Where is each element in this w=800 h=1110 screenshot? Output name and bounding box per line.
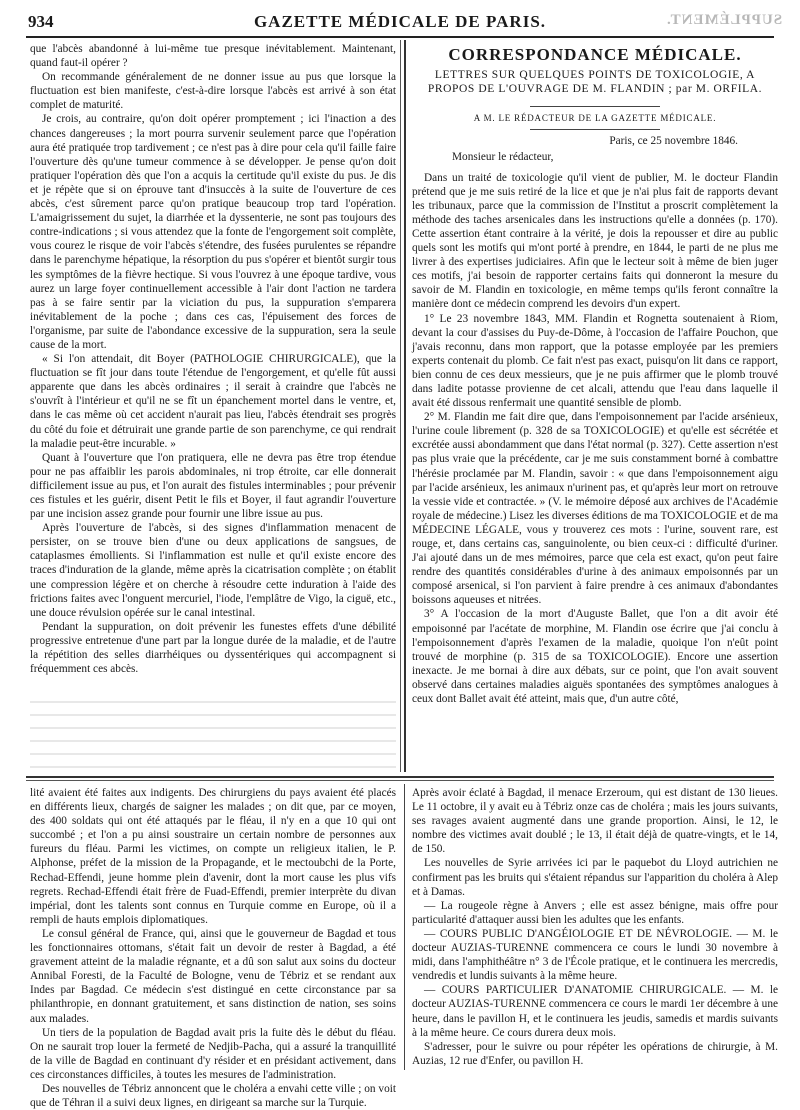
article-subtitle: LETTRES SUR QUELQUES POINTS DE TOXICOLOGIE, A PROPOS DE L'OUVRAGE DE M. FLANDIN ; par M. ORFILA. bbox=[427, 69, 763, 96]
paragraph: — COURS PUBLIC D'ANGÉIOLOGIE ET DE NÉVROLOGIE. — M. le docteur AUZIAS-TURENNE commencera ce cours le lundi 30 novembre à midi, dans l'amphithéâtre n° 3 de l'École pratique, et le continuera les mercredis, vendredis et lundis suivants à la même heure. bbox=[412, 927, 778, 983]
bleed-through-area bbox=[30, 690, 396, 770]
paragraph: Après l'ouverture de l'abcès, si des signes d'inflammation menacent de persister, on se trouve bien d'une ou deux applications de sangsues, de cataplasmes émollients. Si l'inflammation est nulle et qu'il existe encore des traces d'induration de la glande, même après la cicatrisation complète ; on établit une compression légère et on cherche à résoudre cette induration à l'aide des frictions faites avec l'onguent mercuriel, l'iode, l'emplâtre de Vigo, la ciguë, etc., une douce révulsion opérée sur le canal intestinal. bbox=[30, 522, 396, 619]
paragraph: que l'abcès abandonné à lui-même tue presque inévitablement. Maintenant, quand faut-il opérer ? bbox=[30, 43, 396, 70]
letter-address: A M. LE RÉDACTEUR DE LA GAZETTE MÉDICALE. bbox=[473, 113, 717, 124]
section-divider-thin bbox=[26, 780, 774, 781]
article-column-left bbox=[30, 42, 396, 770]
paragraph: Des nouvelles de Tébriz annoncent que le choléra a envahi cette ville ; on voit que de Téhran il a suivi deux lignes, en dirigeant sa marche sur la Turquie. bbox=[30, 1082, 396, 1110]
section-title: CORRESPONDANCE MÉDICALE. bbox=[448, 45, 742, 64]
journal-title: GAZETTE MÉDICALE DE PARIS. bbox=[253, 12, 547, 31]
paragraph: Le consul général de France, qui, ainsi que le gouverneur de Bagdad et tous les fonctionnaires ottomans, s'était fait un devoir de rester à Bagdad, a été gravement atteint de la maladie régnante, et a dû son salut aux soins du docteur Annibal Foresti, de la Faculté de Bologne, venu de Tébriz et se rendant aux Indes par Bagdad. Ce médecin s'est distingué en cette circonstance par sa philanthropie, en donnant gratuitement, et sans distinction de nation, ses soins aux malades. bbox=[30, 927, 396, 1025]
running-head bbox=[28, 12, 782, 34]
paragraph: lité avaient été faites aux indigents. Des chirurgiens du pays avaient été placés en différents lieux, chargés de saigner les malades ; on dit que, par ce moyen, des 400 soldats qui ont été attaqués par le fléau, il n'y en a que 10 qui ont succombé ; et l'on a pu ainsi soustraire un certain nombre de personnes aux fureurs du fléau. Parmi les victimes, on compte un religieux italien, le P. Alphonse, préfet de la mission de la Propagande, et le mectoubchi de la Porte, Rechad-Effendi, jeune homme plein d'avenir, dont la mort cause les plus vifs regrets. Rechad-Effendi était frère de Fuad-Effendi, premier interprète du divan impérial, dont les talents sont connus en Turquie comme en Europe, où il a rempli de hauts emplois diplomatiques. bbox=[30, 787, 396, 926]
paragraph: Dans un traité de toxicologie qu'il vient de publier, M. le docteur Flandin prétend que je me suis retiré de la lice et que je n'ai plus fait de rapports devant les tribunaux, parce que la commission de l'Institut a proscrit complètement la méthode des taches arsenicales dans les instructions qu'elle a données (p. 170). Cette assertion étant contraire à la vérité, je dois la repousser et dire au public quels sont les motifs qui m'ont porté à prendre, en 1844, le parti de ne plus me livrer à des expertises judiciaires. Afin que le lecteur soit à même de bien juger ces motifs, j'ai besoin de rapporter certains faits qui donneront la mesure du savoir de M. Flandin en toxicologie, en même temps qu'ils feront connaître la manière dont ce médecin comprend les devoirs d'un expert. bbox=[412, 171, 778, 311]
paragraph: Les nouvelles de Syrie arrivées ici par le paquebot du Lloyd autrichien ne confirment pas les bruits qui s'étaient répandus sur l'apparition du choléra à Alep et à Damas. bbox=[412, 857, 778, 898]
section-divider bbox=[26, 776, 774, 778]
paragraph: 2° M. Flandin me fait dire que, dans l'empoisonnement par l'acide arsénieux, l'urine coule librement (p. 328 de sa TOXICOLOGIE) et qu'elle est sécrétée et excrétée aussi abondamment que dans l'état normal (p. 327). Cette assertion n'est pas plus vraie que la précédente, car je me suis constamment borné à combattre l'hérésie proclamée par M. Flandin, savoir : « que dans l'empoisonnement aigu par l'acide arsénieux, les animaux n'urinent pas, et qu'après leur mort on retrouve la vessie vide et contractée. » (V. le mémoire déposé aux archives de l'Académie royale de médecine.) Lisez les diverses éditions de ma TOXICOLOGIE et de ma MÉDECINE LÉGALE, vous y trouverez ces mots : l'urine, souvent rare, est rouge, et, dans certains cas, sanguinolente, ou bien ceux-ci : difficulté d'uriner. J'ai ajouté dans un de mes mémoires, parce que cela est exact, qu'on peut faire rendre des quantités considérables d'urine à des animaux empoisonnés par un composé arsenical, si l'on parvient à faire prendre à ces animaux d'abondantes boissons aqueuses et nitrées. bbox=[412, 411, 778, 607]
paragraph: S'adresser, pour le suivre ou pour répéter les opérations de chirurgie, à M. Auzias, 12 rue d'Enfer, ou pavillon H. bbox=[412, 1040, 778, 1067]
paragraph: Quant à l'ouverture que l'on pratiquera, elle ne devra pas être trop étendue pour ne pas affaiblir les parois abdominales, ni trop étroite, car elle donnerait difficilement issue au pus, et l'on aurait des fistules interminables ; pour prévenir ces fistules et les guérir, disent Petit le fils et Boyer, il faut agrandir l'ouverture par une incision assez grande pour fournir une libre issue au pus. bbox=[30, 451, 396, 521]
address-separator bbox=[530, 129, 660, 130]
news-column-right bbox=[412, 786, 778, 1068]
paragraph: Pendant la suppuration, on doit prévenir les funestes effets d'une débilité progressive entretenue d'une part par la longue durée de la maladie, et de l'autre la répétition des selles diarrhéiques ou dyssentériques qui accompagnent si fréquemment ces abcès. bbox=[30, 620, 396, 676]
title-separator bbox=[530, 106, 660, 107]
lower-column-divider bbox=[404, 784, 405, 1070]
dateline: Paris, ce 25 novembre 1846. bbox=[609, 135, 738, 148]
paragraph: On recommande généralement de ne donner issue au pus que lorsque la fluctuation est bien manifeste, c'est-à-dire lorsque l'abcès est arrivé à son état complet de maturité. bbox=[30, 71, 396, 112]
paragraph: — La rougeole règne à Anvers ; elle est assez bénigne, mais offre pour particularité d'attaquer aussi bien les adultes que les enfants. bbox=[412, 899, 778, 926]
paragraph: Après avoir éclaté à Bagdad, il menace Erzeroum, qui est distant de 130 lieues. Le 11 octobre, il y avait eu à Tébriz onze cas de choléra ; mais les jours suivants, ses ravages avaient augmenté dans une grande proportion. Ainsi, le 12, le nombre des victimes avait doublé ; le 13, il était déjà de quatre-vingts, et le 14, de 150. bbox=[412, 787, 778, 856]
paragraph: — COURS PARTICULIER D'ANATOMIE CHIRURGICALE. — M. le docteur AUZIAS-TURENNE commencera ce cours le mardi 1er décembre à une heure, dans le pavillon H, et le continuera les jeudis, samedis et mardis suivants à la même heure. Ce cours durera deux mois. bbox=[412, 984, 778, 1039]
news-column-left bbox=[30, 786, 396, 1110]
bleed-through-text: SUPPLÉMENT. bbox=[665, 12, 782, 28]
paragraph: Je crois, au contraire, qu'on doit opérer promptement ; ici l'inaction a des chances dangereuses ; la mort pourra survenir seulement parce que l'opération aura été pratiquée trop tardivement ; ce n'est pas à dire pour cela qu'il faille faire l'ouverture dès qu'une tumeur commence à se développer. Je pense qu'on doit pratiquer l'opération dès que l'on a acquis la certitude qu'il existe du pus. Je dis et je répète que si on éprouve tant d'insuccès à la suite de l'ouverture de ces abcès, c'est sûrement parce qu'on pratique beaucoup trop tard l'opération. L'amaigrissement du sujet, la diarrhée et la dyssenterie, ne sont pas toujours des contre-indications ; si vous attendez que la fonte de l'engorgement soit complète, vous courez le risque de voir l'abcès s'étendre, des fusées purulentes se répandre dans le parenchyme hépatique, la résorption du pus s'opérer et bientôt surgir tous les symptômes de la fièvre hectique. Si vous l'ouvrez à une époque tardive, vous aurez un large foyer continuellement accessible à l'air dont l'action ne tardera pas à se faire sentir par la viciation du pus, la suppuration s'emparera inévitablement de la poche ; dans ces cas, l'épuisement des forces de l'organisme, par suite de l'abondance excessive de la suppuration, sera la seule cause de la mort. bbox=[30, 113, 396, 351]
article-column-right bbox=[412, 42, 778, 770]
column-divider bbox=[404, 40, 406, 772]
paragraph: Un tiers de la population de Bagdad avait pris la fuite dès le début du fléau. On ne saurait trop louer la fermeté de Nedjib-Pacha, qui a assuré la tranquillité de la ville de Bagdad en continuant d'y résider et en présidant activement, dans ces circonstances difficiles, à toutes les mesures de l'administration. bbox=[30, 1026, 396, 1081]
paragraph: 3° A l'occasion de la mort d'Auguste Ballet, que l'on a dit avoir été empoisonné par l'acétate de morphine, M. Flandin ose écrire que j'ai conclu à l'empoisonnement d'après l'examen de la maladie, quoique l'on n'eût point trouvé de morphine (p. 315 de sa TOXICOLOGIE). Encore une assertion inexacte. Je me bornai à dire aux débats, sur ce point, que l'on avait souvent observé dans certaines maladies aiguës spontanées des symptômes analogues à ceux dont Ballet avait été atteint, mais que, d'un autre côté, bbox=[412, 608, 778, 706]
page-number: 934 bbox=[28, 12, 54, 31]
header-rule bbox=[26, 36, 774, 38]
column-divider-thin bbox=[400, 40, 401, 772]
paragraph: 1° Le 23 novembre 1843, MM. Flandin et Rognetta soutenaient à Riom, devant la cour d'assises du Puy-de-Dôme, à l'occasion de l'affaire Pouchon, que j'avais reconnu, dans mon rapport, que la potasse employée par les premiers experts contenait du plomb. Ce fait n'est pas exact, puisqu'on lit dans ce rapport, bien connu de ces deux messieurs, que je ne puis affirmer que le plomb trouvé dans ladite potasse provienne de cet alcali, attendu que l'eau dans laquelle il avait été dissous renfermait une quantité sensible de plomb. bbox=[412, 312, 778, 410]
salutation: Monsieur le rédacteur, bbox=[452, 151, 554, 164]
paragraph: « Si l'on attendait, dit Boyer (PATHOLOGIE CHIRURGICALE), que la fluctuation se fît jour dans toute l'étendue de l'engorgement, et qu'elle fût aussi apparente que dans les abcès ordinaires ; il serait à craindre que l'abcès ne s'ouvrît à l'intérieur et qu'il ne se fît un épanchement mortel dans le ventre, et, dans le cas même où cet accident n'aurait pas lieu, l'abcès étendrait ses progrès du côté du foie et détruirait une grande partie de son parenchyme, ce qui rendrait la maladie peut-être incurable. » bbox=[30, 353, 396, 450]
